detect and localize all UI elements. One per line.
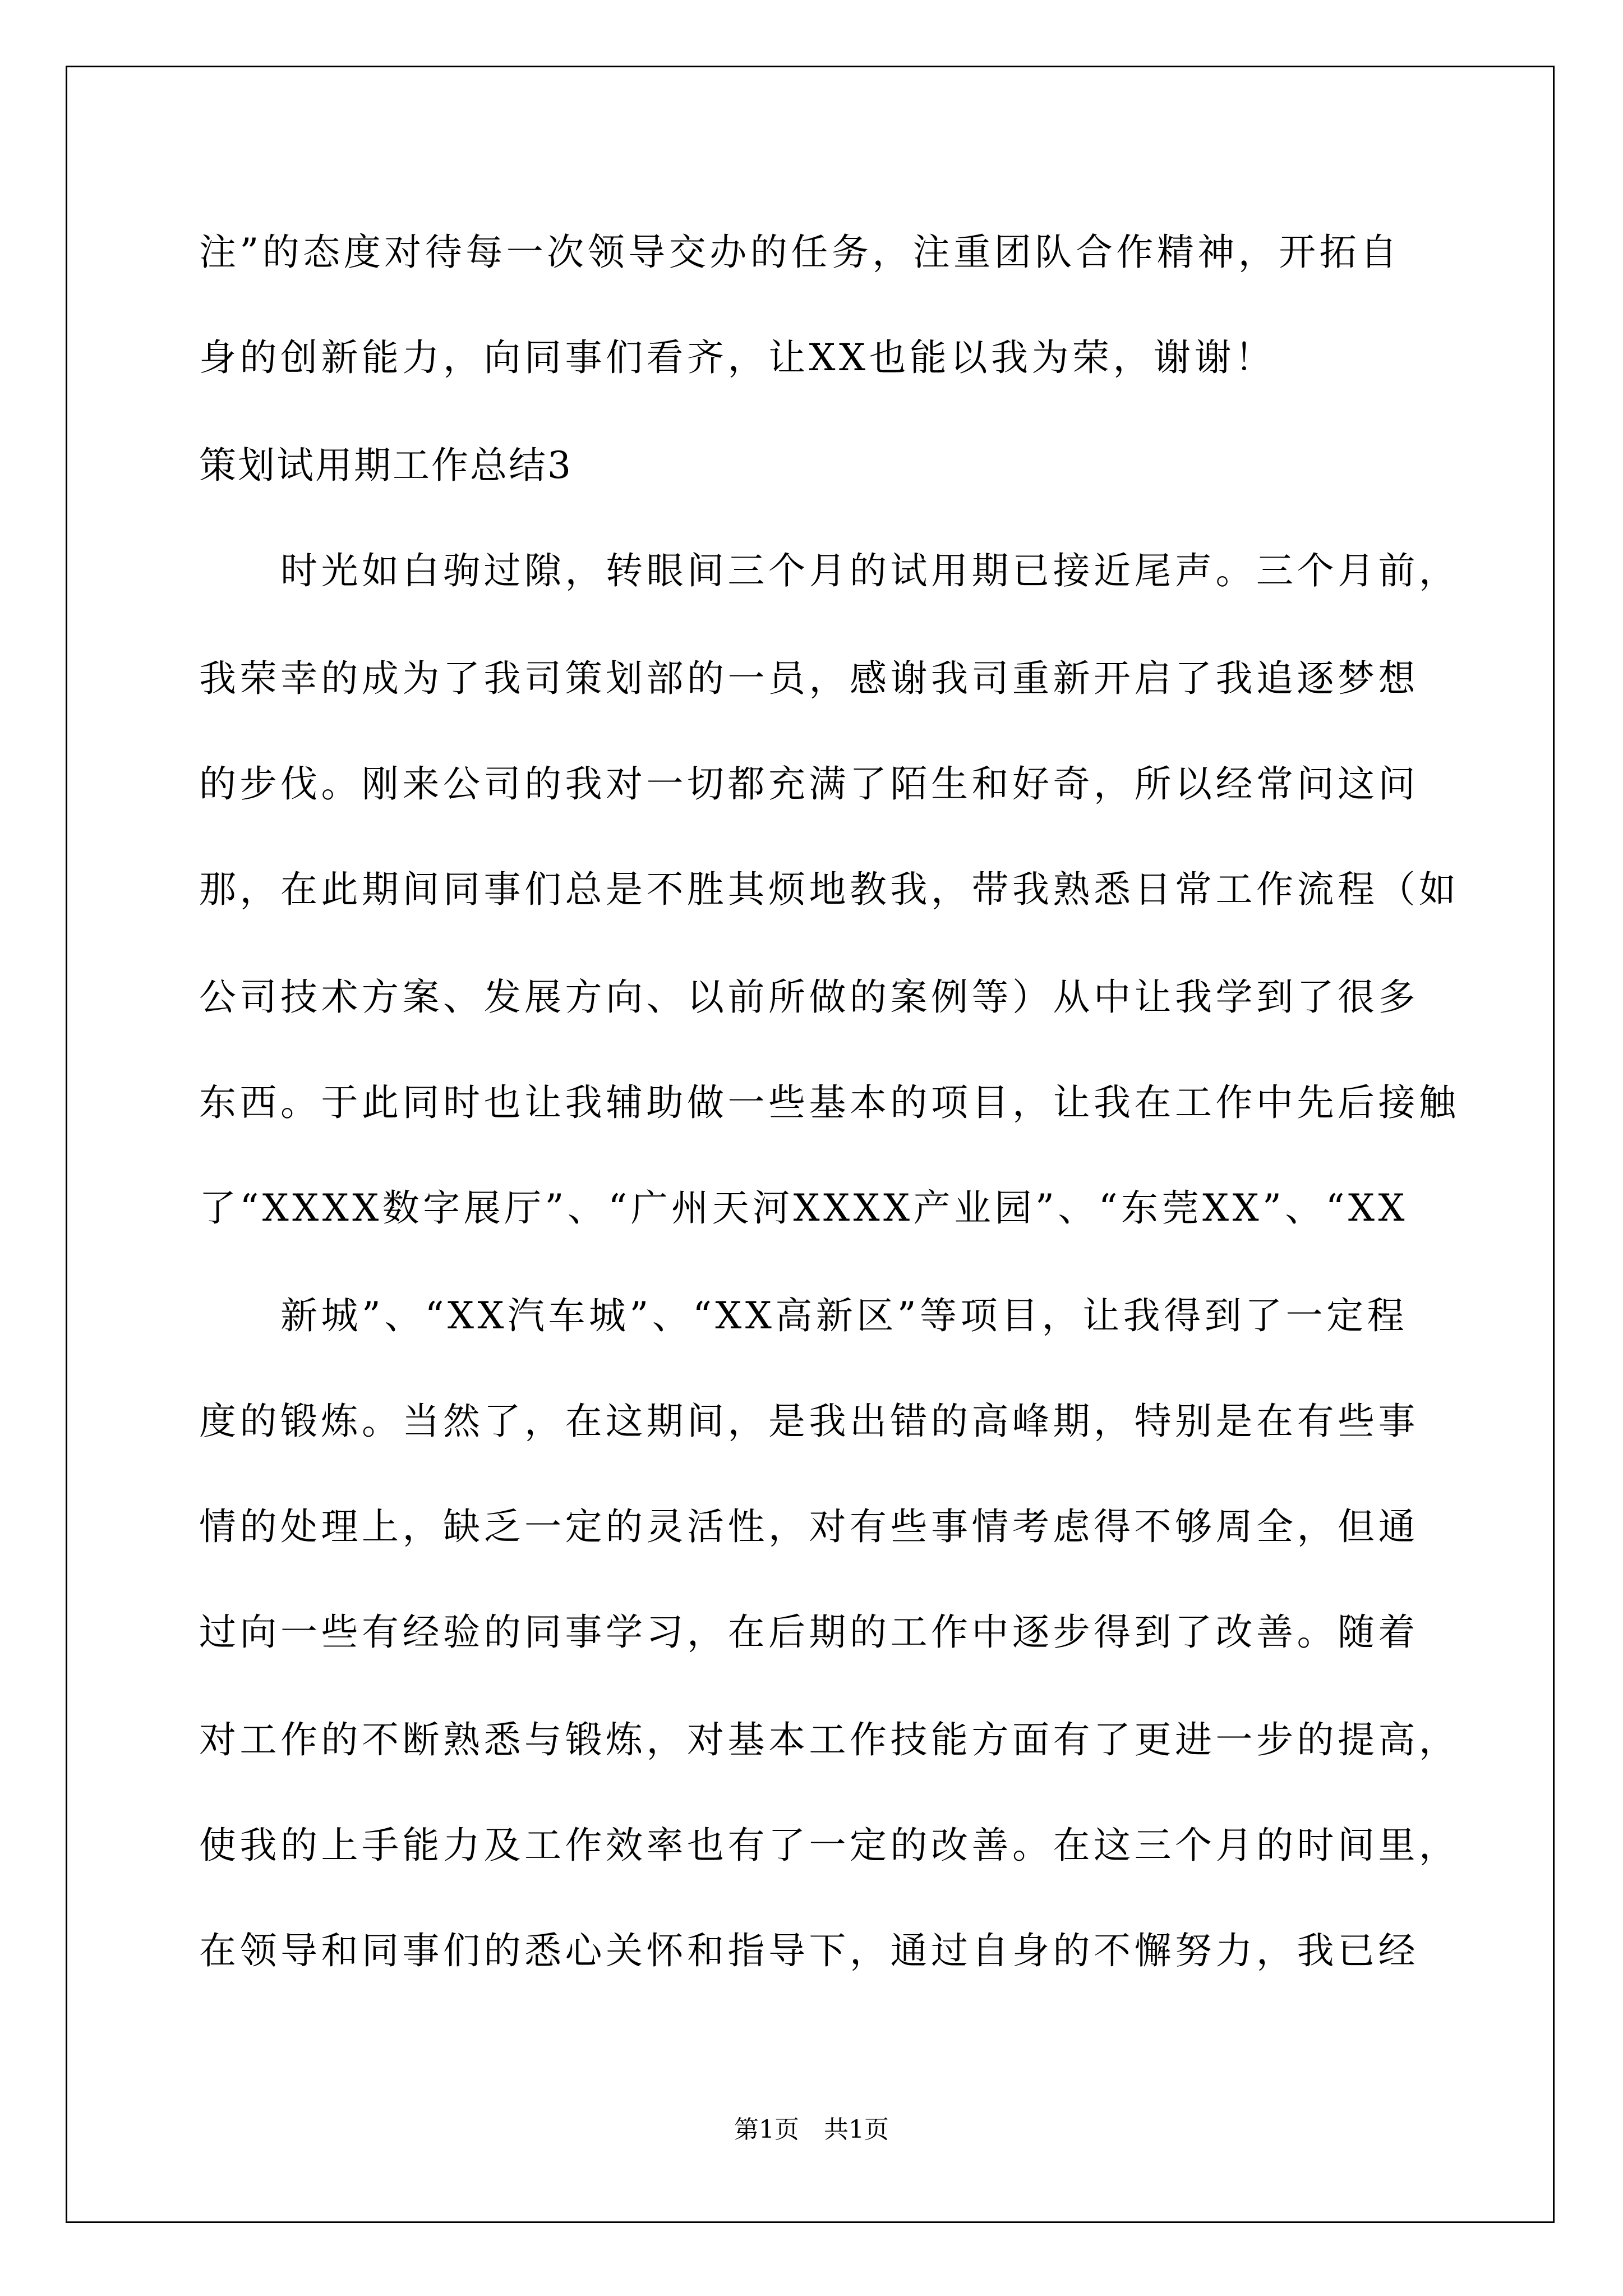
body-line-8: 公司技术方案、发展方向、以前所做的案例等）从中让我学到了很多 [199,976,1419,1019]
body-line-1: 注”的态度对待每一次领导交办的任务，注重团队合作精神，开拓自 [199,231,1401,274]
section-heading: 策划试用期工作总结3 [199,444,573,487]
page-footer [0,2115,1623,2144]
page-border [66,66,1555,2223]
page-number-total: 共1页 [824,2115,889,2144]
body-line-2: 身的创新能力，向同事们看齐，让XX也能以我为荣，谢谢！ [199,336,1276,379]
body-line-4: 时光如白驹过隙，转眼间三个月的试用期已接近尾声。三个月前， [280,549,1460,592]
body-line-15: 对工作的不断熟悉与锻炼，对基本工作技能方面有了更进一步的提高， [199,1718,1460,1761]
body-line-7: 那，在此期间同事们总是不胜其烦地教我，带我熟悉日常工作流程（如 [199,868,1460,911]
body-line-10: 了“XXXX数字展厅”、“广州天河XXXX产业园”、“东莞XX”、“XX [199,1186,1409,1230]
body-line-12: 度的锻炼。当然了，在这期间，是我出错的高峰期，特别是在有些事 [199,1400,1419,1443]
body-line-17: 在领导和同事们的悉心关怀和指导下，通过自身的不懈努力，我已经 [199,1929,1419,1972]
body-line-6: 的步伐。刚来公司的我对一切都充满了陌生和好奇，所以经常问这问 [199,762,1419,806]
body-line-14: 过向一些有经验的同事学习，在后期的工作中逐步得到了改善。随着 [199,1611,1419,1654]
body-line-11: 新城”、“XX汽车城”、“XX高新区”等项目，让我得到了一定程 [280,1294,1408,1337]
page-number-current: 第1页 [734,2115,799,2144]
body-line-5: 我荣幸的成为了我司策划部的一员，感谢我司重新开启了我追逐梦想 [199,657,1419,700]
body-line-9: 东西。于此同时也让我辅助做一些基本的项目，让我在工作中先后接触 [199,1081,1460,1124]
body-line-16: 使我的上手能力及工作效率也有了一定的改善。在这三个月的时间里， [199,1824,1460,1867]
body-line-13: 情的处理上，缺乏一定的灵活性，对有些事情考虑得不够周全，但通 [199,1505,1419,1548]
